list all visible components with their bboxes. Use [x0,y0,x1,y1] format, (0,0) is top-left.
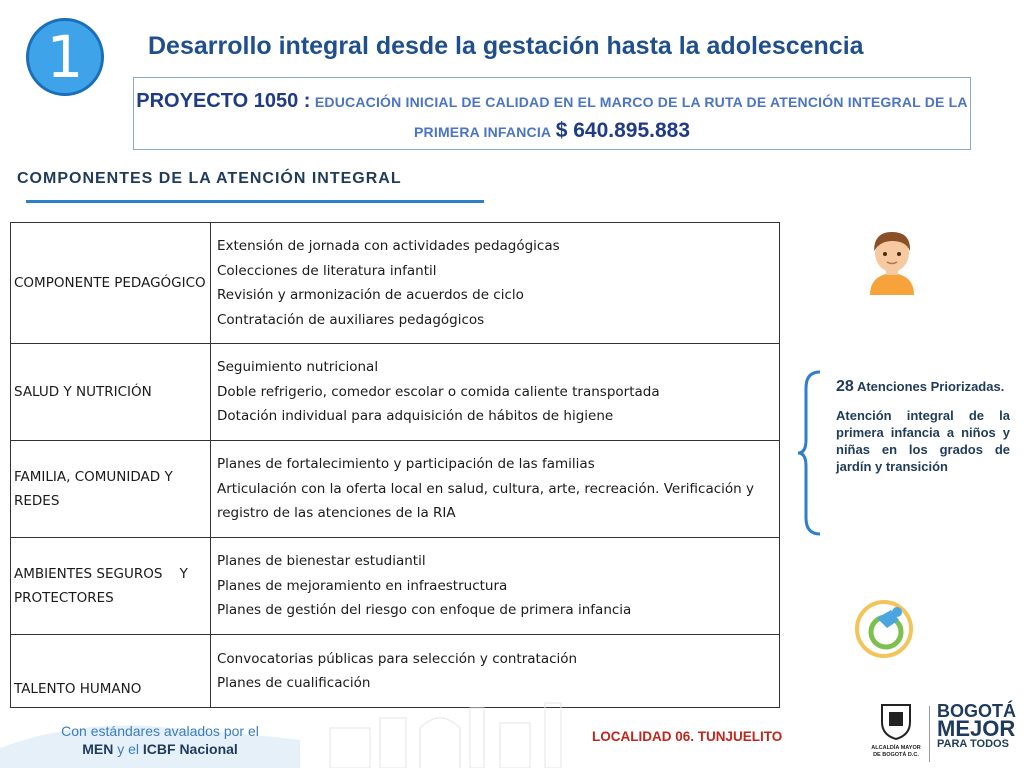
side-info [836,378,1010,487]
bracket-icon [796,368,826,538]
and-label: y el [117,741,139,757]
component-name: FAMILIA, COMUNIDAD Y REDES [11,441,211,538]
bogota-mejor-logo [937,702,1016,750]
count-label: Atenciones Priorizadas. [856,379,1005,394]
bogota-line3: PARA TODOS [937,738,1009,750]
list-item: Doble refrigerio, comedor escolar o comida caliente transportada [217,383,660,400]
component-items [211,538,780,635]
component-items [211,223,780,344]
project-amount: $ 640.895.883 [555,119,690,142]
component-name: AMBIENTES SEGUROS Y PROTECTORES [11,538,211,635]
project-label: PROYECTO 1050 : [136,90,311,112]
list-item: Dotación individual para adquisición de hábitos de higiene [217,408,614,425]
table-row [11,223,780,344]
alcaldia-logo [868,702,924,759]
list-item: Colecciones de literatura infantil [217,262,437,279]
list-item: Revisión y armonización de acuerdos de ciclo [217,287,524,303]
list-item: Planes de cualificación [217,675,371,691]
localidad-label: LOCALIDAD 06. TUNJUELITO [592,729,783,744]
alcaldia-shield-icon [879,702,913,740]
table-row [11,344,780,441]
list-item: Convocatorias públicas para selección y contratación [217,650,578,667]
components-table [10,222,780,708]
table-row [11,538,780,635]
page-title: Desarrollo integral desde la gestación hasta la adolescencia [148,32,864,60]
list-item: Planes de bienestar estudiantil [217,553,426,570]
component-items [211,344,780,441]
standards-entities [30,740,290,758]
component-name: COMPONENTE PEDAGÓGICO [11,223,211,344]
list-item: Extensión de jornada con actividades pedagógicas [217,238,560,254]
list-item: Seguimiento nutricional [217,359,379,376]
boy-avatar-icon [866,229,918,295]
component-name: SALUD Y NUTRICIÓN [11,344,211,441]
list-item: Planes de gestión del riesgo con enfoque de primera infancia [217,602,632,619]
component-name: TALENTO HUMANO [11,635,211,708]
component-items [211,441,780,538]
list-item: Planes de fortalecimiento y participación de las familias [217,456,595,473]
men-label: MEN [82,741,114,757]
list-item: Planes de mejoramiento en infraestructura [217,577,508,594]
pacifier-icon [855,596,913,662]
list-item: Articulación con la oferta local en salud, cultura, arte, recreación. Verificación y registro de las atenciones de la RIA [217,480,754,522]
side-description: Atención integral de la primera infancia a niños y niñas en los grados de jardín y transición [836,408,1010,474]
count-value: 28 [836,378,854,395]
project-box [133,77,971,150]
project-description: EDUCACIÓN INICIAL DE CALIDAD EN EL MARCO DE LA RUTA DE ATENCIÓN INTEGRAL DE LA PRIMERA INFANCIA [314,94,968,140]
standards-line: Con estándares avalados por el [61,723,259,739]
section-title: COMPONENTES DE LA ATENCIÓN INTEGRAL [17,170,402,187]
logo-divider [929,706,930,762]
bogota-line1: BOGOTÁ [937,701,1016,721]
alcaldia-text: ALCALDÍA MAYOR DE BOGOTÁ D.C. [871,745,921,758]
table-row [11,441,780,538]
slide-number-badge: 1 [26,18,104,96]
bogota-line2: MEJOR [937,716,1016,741]
section-underline [26,200,484,203]
list-item: Contratación de auxiliares pedagógicos [217,311,485,328]
icbf-label: ICBF Nacional [142,741,238,757]
priorized-count [836,378,1010,395]
footer-standards [30,722,290,758]
